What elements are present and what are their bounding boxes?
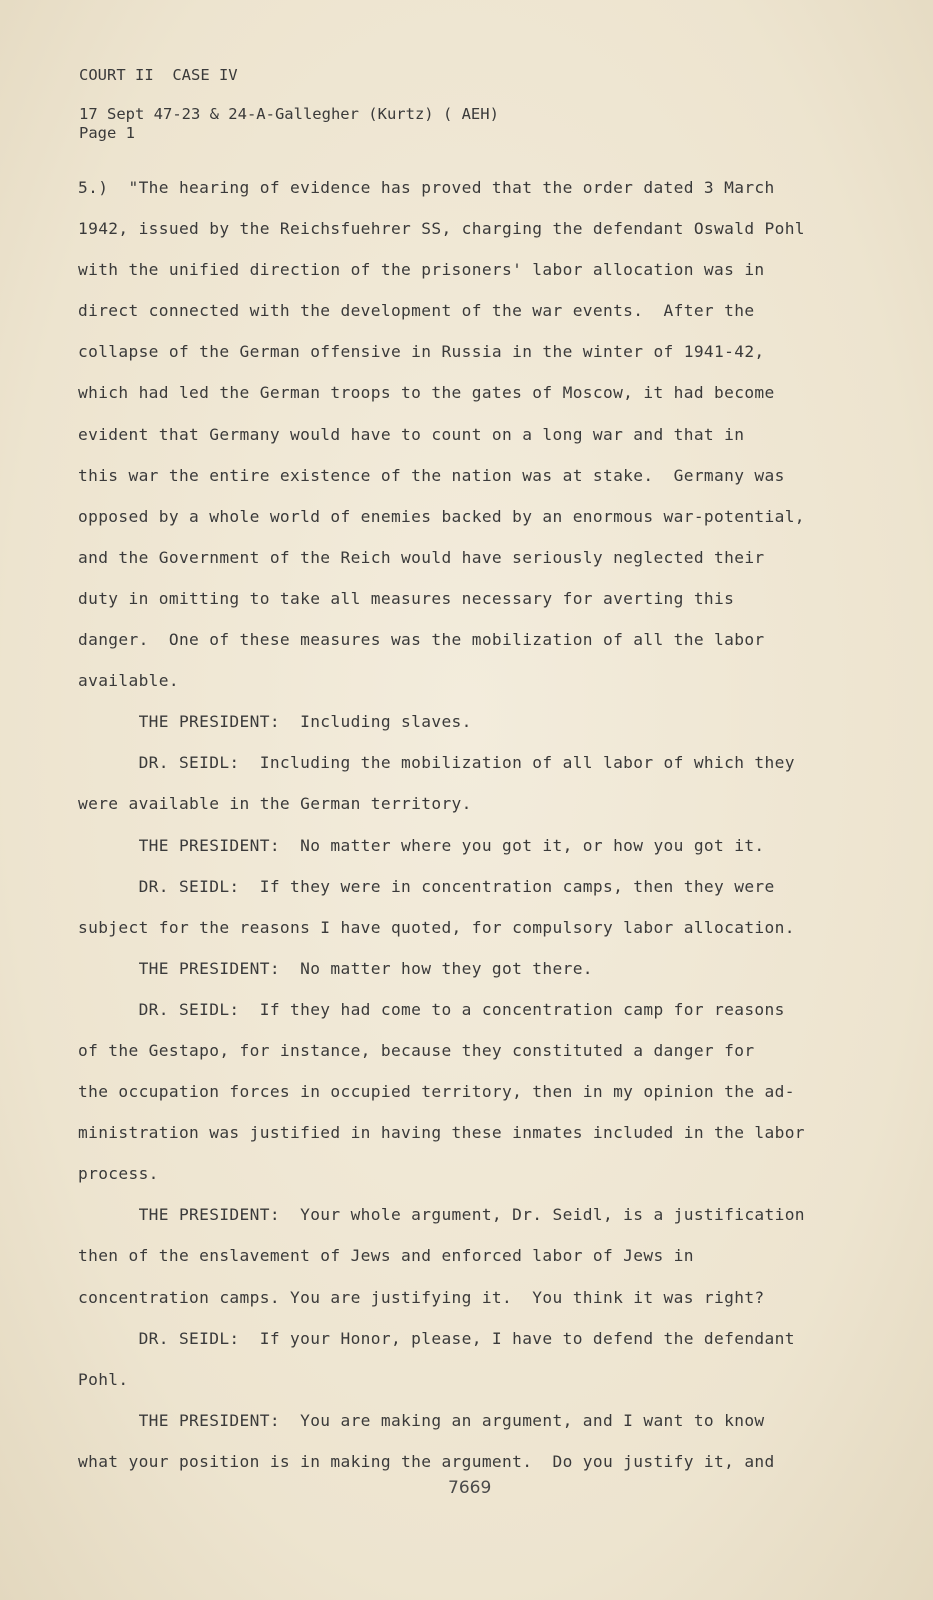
text-line: 5.) "The hearing of evidence has proved that the order dated 3 March [78,178,775,197]
text-line: direct connected with the development of the war events. After the [78,301,755,321]
text-line: process. [78,1164,159,1184]
session-header [79,105,499,143]
text-line: opposed by a whole world of enemies backed by an enormous war-potential, [78,506,805,526]
text-line: were available in the German territory. [78,794,472,814]
text-line: DR. SEIDL: If they had come to a concentration camp for reasons [78,999,785,1019]
text-line: and the Government of the Reich would have seriously neglected their [78,547,765,567]
text-line: THE PRESIDENT: You are making an argument, and I want to know [78,1410,765,1430]
text-line: evident that Germany would have to count on a long war and that in [78,424,745,444]
text-line: duty in omitting to take all measures necessary for averting this [78,588,735,608]
session-info: 17 Sept 47-23 & 24-A-Gallegher (Kurtz) ( AEH) [79,105,499,123]
court-case-label: COURT II CASE IV [79,66,238,84]
text-line: Pohl. [78,1369,129,1389]
text-line: DR. SEIDL: If your Honor, please, I have to defend the defendant [78,1328,795,1348]
text-line: THE PRESIDENT: Your whole argument, Dr. Seidl, is a justification [78,1205,805,1225]
document-header [79,66,238,85]
text-line: DR. SEIDL: Including the mobilization of all labor of which they [78,753,795,773]
text-line: of the Gestapo, for instance, because they constituted a danger for [78,1040,755,1060]
text-line: THE PRESIDENT: Including slaves. [78,712,472,732]
text-line: ministration was justified in having these inmates included in the labor [78,1123,805,1143]
text-line: THE PRESIDENT: No matter how they got there. [78,958,593,978]
text-line: which had led the German troops to the gates of Moscow, it had become [78,383,775,403]
text-line: THE PRESIDENT: No matter where you got it, or how you got it. [78,835,765,855]
text-line: subject for the reasons I have quoted, for compulsory labor allocation. [78,917,795,937]
text-line: this war the entire existence of the nation was at stake. Germany was [78,465,785,485]
text-line: with the unified direction of the prisoners' labor allocation was in [78,260,765,280]
text-line: 1942, issued by the Reichsfuehrer SS, charging the defendant Oswald Pohl [78,219,805,239]
text-line: the occupation forces in occupied territory, then in my opinion the ad- [78,1082,795,1102]
text-line: danger. One of these measures was the mobilization of all the labor [78,630,765,650]
text-line: available. [78,671,179,691]
text-line: concentration camps. You are justifying it. You think it was right? [78,1287,765,1307]
text-line: what your position is in making the argument. Do you justify it, and [78,1451,775,1471]
transcript-body [78,167,808,1482]
text-line: then of the enslavement of Jews and enforced labor of Jews in [78,1246,694,1266]
text-line: collapse of the German offensive in Russia in the winter of 1941-42, [78,342,765,362]
page-number: 7669 [448,1478,492,1498]
page-label: Page 1 [79,124,135,142]
text-line: DR. SEIDL: If they were in concentration camps, then they were [78,876,775,896]
